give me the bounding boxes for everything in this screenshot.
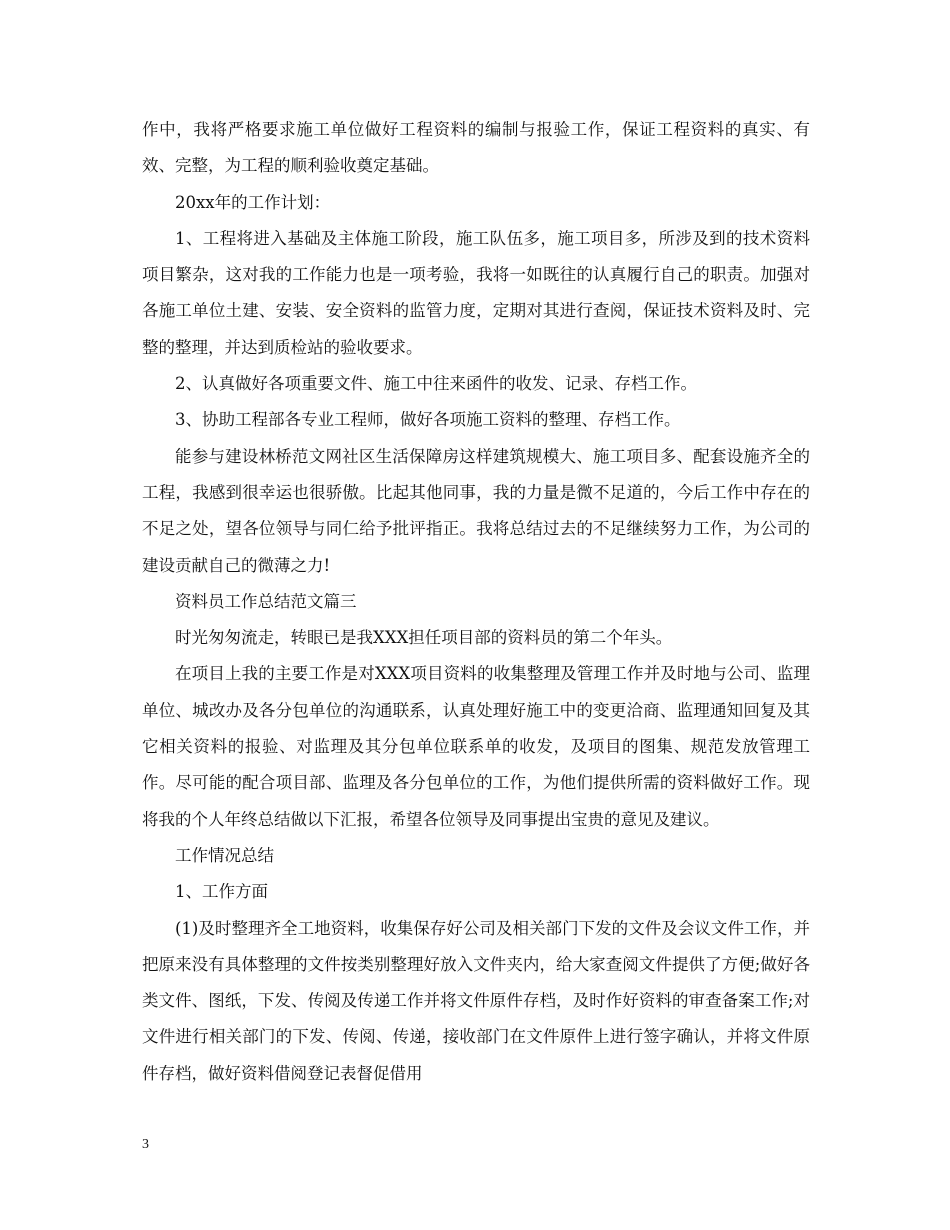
- section-heading: 工作情况总结: [175, 845, 274, 865]
- paragraph: 在项目上我的主要工作是对XXX项目资料的收集整理及管理工作并及时地与公司、监理单位、城改办及各分包单位的沟通联系，认真处理好施工中的变更洽商、监理通知回复及其它相关资料的报验、对监理及其分包单位联系单的收发，及项目的图集、规范发放管理工作。尽可能的配合项目部、监理及各分包单位的工作，为他们提供所需的资料做好工作。现将我的个人年终总结做以下汇报，希望各位领导及同事提出宝贵的意见及建议。: [142, 664, 810, 829]
- paragraph: 20xx年的工作计划：: [175, 192, 331, 212]
- document-body: [142, 112, 810, 1092]
- paragraph: 1、工程将进入基础及主体施工阶段，施工队伍多，施工项目多，所涉及到的技术资料项目繁杂，这对我的工作能力也是一项考验，我将一如既往的认真履行自己的职责。加强对各施工单位土建、安装、安全资料的监管力度，定期对其进行查阅，保证技术资料及时、完整的整理，并达到质检站的验收要求。: [142, 228, 810, 357]
- paragraph: 2、认真做好各项重要文件、施工中往来函件的收发、记录、存档工作。: [175, 374, 697, 394]
- subsection-heading: 1、工作方面: [175, 882, 268, 902]
- section-heading: 资料员工作总结范文篇三: [175, 591, 357, 611]
- paragraph: (1)及时整理齐全工地资料，收集保存好公司及相关部门下发的文件及会议文件工作，并把原来没有具体整理的文件按类别整理好放入文件夹内，给大家查阅文件提供了方便;做好各类文件、图纸，下发、传阅及传递工作并将文件原件存档，及时作好资料的审查备案工作;对文件进行相关部门的下发、传阅、传递，接收部门在文件原件上进行签字确认，并将文件原件存档，做好资料借阅登记表督促借用: [142, 918, 810, 1083]
- page-number: 3: [142, 1137, 149, 1152]
- paragraph: 能参与建设林桥范文网社区生活保障房这样建筑规模大、施工项目多、配套设施齐全的工程，我感到很幸运也很骄傲。比起其他同事，我的力量是微不足道的，今后工作中存在的不足之处，望各位领导与同仁给予批评指正。我将总结过去的不足继续努力工作，为公司的建设贡献自己的微薄之力!: [142, 446, 810, 575]
- paragraph: 时光匆匆流走，转眼已是我XXX担任项目部的资料员的第二个年头。: [175, 628, 673, 648]
- paragraph: 3、协助工程部各专业工程师，做好各项施工资料的整理、存档工作。: [175, 410, 681, 430]
- paragraph: 作中，我将严格要求施工单位做好工程资料的编制与报验工作，保证工程资料的真实、有效、完整，为工程的顺利验收奠定基础。: [142, 120, 810, 176]
